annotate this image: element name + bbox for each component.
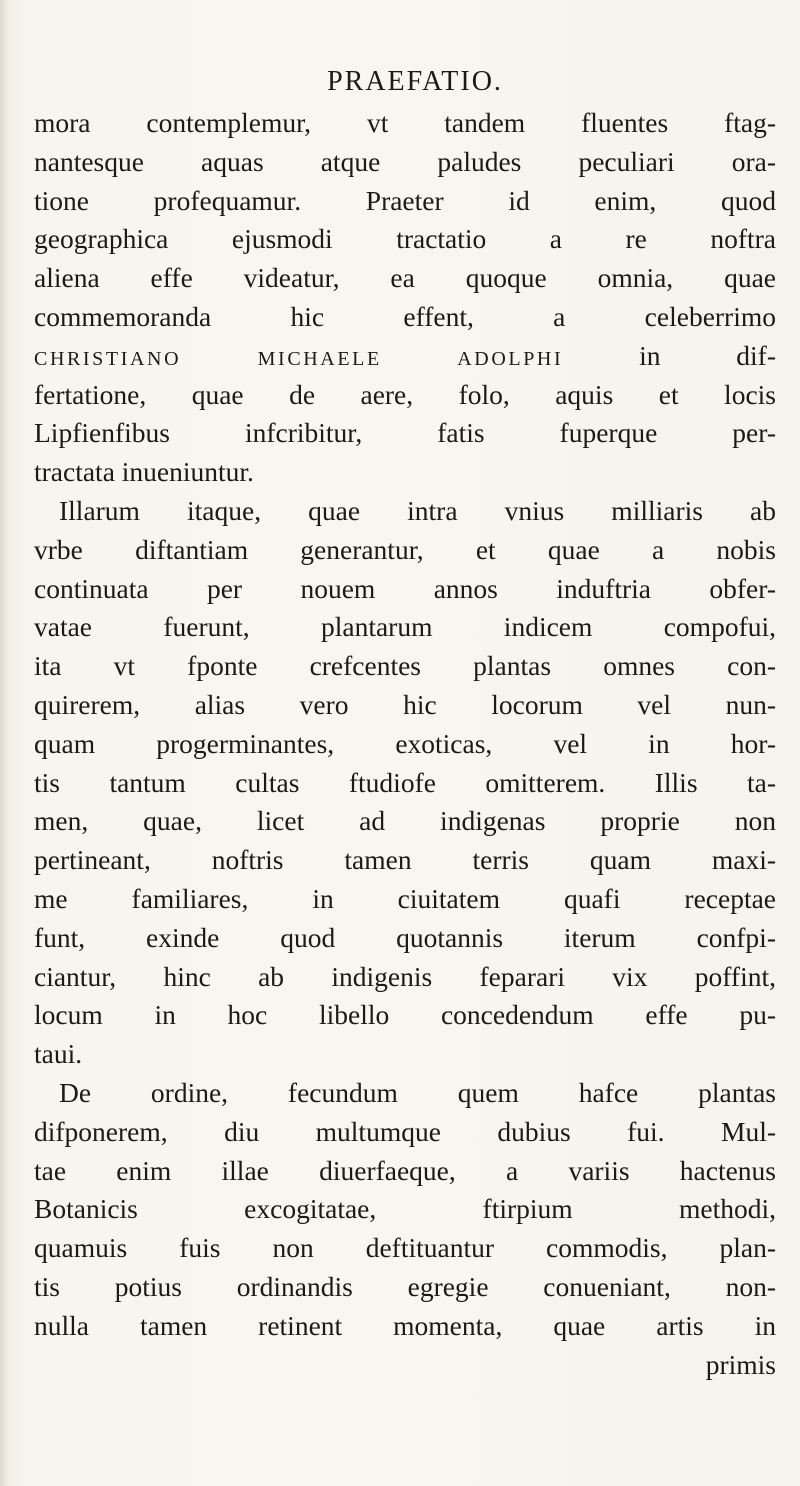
text-line: vatae fuerunt, plantarum indicem compofui, — [34, 611, 776, 643]
author-line-rest: in dif- — [639, 339, 776, 371]
text-line: mora contemplemur, vt tandem fluentes ftag- — [34, 107, 776, 138]
text-line: quam progerminantes, exoticas, vel in hor- — [34, 727, 776, 759]
text-line: fertatione, quae de aere, folo, aquis et locis — [34, 378, 776, 410]
text-line: aliena effe videatur, ea quoque omnia, quae — [34, 262, 776, 294]
catchword: primis — [705, 1348, 776, 1380]
text-line: pertineant, noftris tamen terris quam maxi- — [34, 844, 776, 876]
paragraph-start: Illarum itaque, quae intra vnius milliaris ab — [59, 494, 776, 526]
running-head: PRAEFATIO. — [327, 66, 503, 97]
text-line: geographica ejusmodi tractatio a re noftra — [34, 223, 776, 255]
body-text — [34, 104, 776, 1384]
text-line: Botanicis excogitatae, ftirpium methodi, — [34, 1193, 776, 1225]
text-line: ita vt fponte crefcentes plantas omnes con- — [34, 650, 776, 682]
text-line: tis potius ordinandis egregie conueniant, non- — [34, 1270, 776, 1302]
text-line: tractata inueniuntur. — [34, 456, 254, 488]
text-line: quirerem, alias vero hic locorum vel nun- — [34, 688, 776, 720]
text-line: continuata per nouem annos induftria obfer- — [34, 572, 776, 604]
text-line: vrbe diftantiam generantur, et quae a nobis — [34, 533, 776, 565]
text-line: tione profequamur. Praeter id enim, quod — [34, 184, 776, 216]
text-line: ciantur, hinc ab indigenis feparari vix poffint, — [34, 960, 776, 992]
text-line: nulla tamen retinent momenta, quae artis in — [34, 1309, 776, 1341]
text-line: taui. — [34, 1038, 83, 1070]
text-line: tis tantum cultas ftudiofe omitterem. Illis ta- — [34, 766, 776, 798]
text-line: locum in hoc libello concedendum effe pu- — [34, 999, 776, 1031]
author-line — [34, 337, 776, 376]
author-name: CHRISTIANO MICHAELE ADOLPHI — [34, 347, 564, 370]
page-gutter-shadow — [0, 0, 8, 1486]
text-line: difponerem, diu multumque dubius fui. Mul- — [34, 1115, 776, 1147]
text-line: quamuis fuis non deftituantur commodis, plan- — [34, 1232, 776, 1264]
text-line: nantesque aquas atque paludes peculiari ora- — [34, 145, 776, 177]
text-line: commemoranda hic effent, a celeberrimo — [34, 300, 776, 332]
text-line: me familiares, in ciuitatem quafi receptae — [34, 882, 776, 914]
text-line: tae enim illae diuerfaeque, a variis hactenus — [34, 1154, 776, 1186]
text-line: men, quae, licet ad indigenas proprie non — [34, 805, 776, 837]
text-line: funt, exinde quod quotannis iterum confpi- — [34, 921, 776, 953]
text-line: Lipfienfibus infcribitur, fatis fuperque per- — [34, 417, 776, 449]
paragraph-start: De ordine, fecundum quem hafce plantas — [59, 1076, 776, 1108]
